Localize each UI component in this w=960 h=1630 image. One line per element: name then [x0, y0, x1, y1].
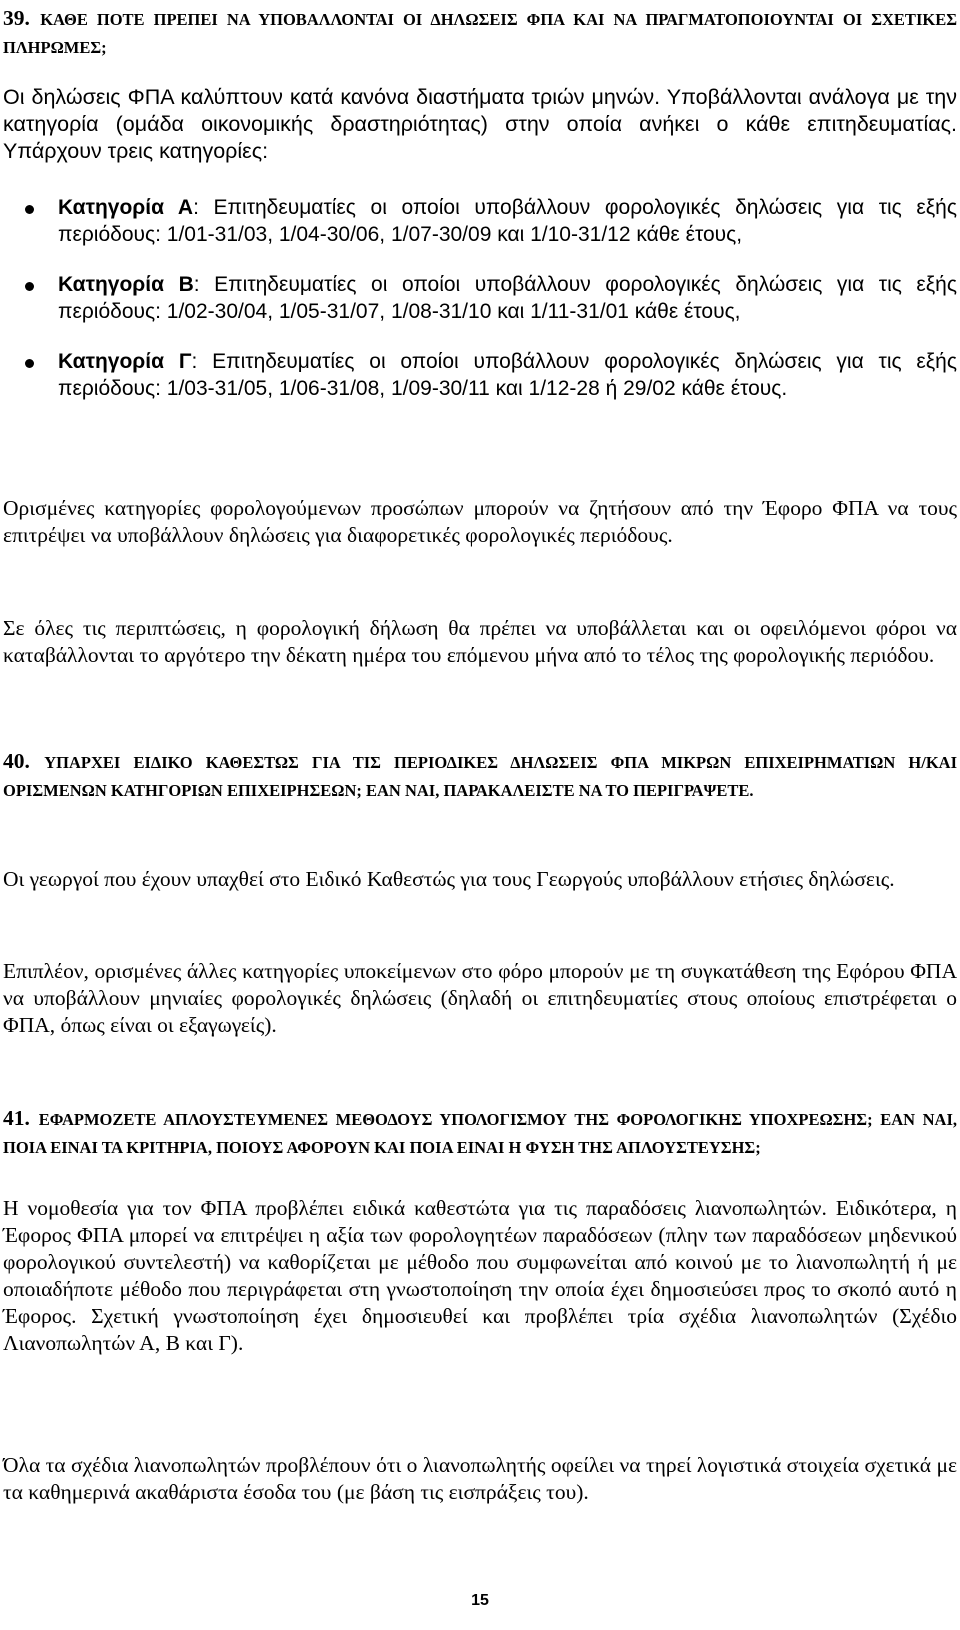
section-heading: [3, 747, 957, 805]
section-41: [3, 1104, 957, 1162]
section-title: ΥΠΑΡΧΕΙ ΕΙΔΙΚΟ ΚΑΘΕΣΤΩΣ ΓΙΑ ΤΙΣ ΠΕΡΙΟΔΙΚΕΣ ΔΗΛΩΣΕΙΣ ΦΠΑ ΜΙΚΡΩΝ ΕΠΙΧΕΙΡΗΜΑΤΙΩΝ Η/ΚΑΙ ΟΡΙΣΜΕΝΩΝ ΚΑΤΗΓΟΡΙΩΝ ΕΠΙΧΕΙΡΗΣΕΩΝ; ΕΑΝ ΝΑΙ, ΠΑΡΑΚΑΛΕΙΣΤΕ ΝΑ ΤΟ ΠΕΡΙΓΡΑΨΕΤΕ.: [3, 753, 958, 800]
paragraph-block: [3, 615, 957, 669]
list-item: [3, 348, 957, 402]
bullet-icon: [25, 359, 34, 368]
category-text: : Επιτηδευματίες οι οποίοι υποβάλλουν φορολογικές δηλώσεις για τις εξής περιόδους: 1/01-31/03, 1/04-30/06, 1/07-30/09 και 1/10-31/12 κάθε έτους,: [58, 196, 957, 246]
section-number: 39.: [3, 6, 41, 30]
list-item: [3, 194, 957, 248]
paragraph: Η νομοθεσία για τον ΦΠΑ προβλέπει ειδικά καθεστώτα για τις παραδόσεις λιανοπωλητών. Ειδικότερα, η Έφορος ΦΠΑ μπορεί να επιτρέψει η αξία των φορολογητέων παραδόσεων (πλην των παραδόσεων μηδενικού φορολογικού συντελεστή) να καθορίζεται με μέθοδο που συμφωνείται από κοινού με το λιανοπωλητή ή με οποιαδήποτε μέθοδο που περιγράφεται στη γνωστοποίηση την οποία έχει δημοσιεύσει προς το σκοπό αυτό η Έφορος. Σχετική γνωστοποίηση έχει δημοσιευθεί και προβλέπει τρία σχέδια λιανοπωλητών (Σχέδιο Λιανοπωλητών Α, Β και Γ).: [3, 1196, 957, 1355]
bullet-icon: [25, 282, 34, 291]
paragraph-block: [3, 1195, 957, 1357]
paragraph: Όλα τα σχέδια λιανοπωλητών προβλέπουν ότι ο λιανοπωλητής οφείλει να τηρεί λογιστικά στοιχεία σχετικά με τα καθημερινά ακαθάριστα έσοδα του (με βάση τις εισπράξεις του).: [3, 1453, 957, 1504]
paragraph-block: [3, 958, 957, 1039]
paragraph: Σε όλες τις περιπτώσεις, η φορολογική δήλωση θα πρέπει να υποβάλλεται και οι οφειλόμενοι φόροι να καταβάλλονται το αργότερο την δέκατη ημέρα του επόμενου μήνα από το τέλος της φορολογικής περιόδου.: [3, 616, 957, 667]
paragraph: Ορισμένες κατηγορίες φορολογούμενων προσώπων μπορούν να ζητήσουν από την Έφορο ΦΠΑ να τους επιτρέψει να υποβάλλουν δηλώσεις για διαφορετικές φορολογικές περιόδους.: [3, 496, 957, 547]
section-title: ΚΑΘΕ ΠΟΤΕ ΠΡΕΠΕΙ ΝΑ ΥΠΟΒΑΛΛΟΝΤΑΙ ΟΙ ΔΗΛΩΣΕΙΣ ΦΠΑ ΚΑΙ ΝΑ ΠΡΑΓΜΑΤΟΠΟΙΟΥΝΤΑΙ ΟΙ ΣΧΕΤΙΚΕΣ ΠΛΗΡΩΜΕΣ;: [3, 10, 957, 57]
category-text: : Επιτηδευματίες οι οποίοι υποβάλλουν φορολογικές δηλώσεις για τις εξής περιόδους: 1/02-30/04, 1/05-31/07, 1/08-31/10 και 1/11-31/01 κάθε έτους,: [58, 273, 957, 323]
section-heading: [3, 4, 957, 62]
category-text: : Επιτηδευματίες οι οποίοι υποβάλλουν φορολογικές δηλώσεις για τις εξής περιόδους: 1/03-31/05, 1/06-31/08, 1/09-30/11 και 1/12-28 ή 29/02 κάθε έτους.: [58, 350, 957, 400]
category-label: Κατηγορία Β: [58, 273, 194, 296]
section-number: 41.: [3, 1106, 39, 1130]
paragraph-block: [3, 495, 957, 549]
list-item: [3, 271, 957, 325]
section-heading: [3, 1104, 957, 1162]
paragraph-block: [3, 1452, 957, 1506]
category-label: Κατηγορία Α: [58, 196, 194, 219]
section-39-intro: [3, 84, 957, 165]
category-label: Κατηγορία Γ: [58, 350, 192, 373]
paragraph-block: [3, 866, 957, 893]
category-list: [3, 194, 957, 402]
paragraph: Οι δηλώσεις ΦΠΑ καλύπτουν κατά κανόνα διαστήματα τριών μηνών. Υποβάλλονται ανάλογα με την κατηγορία (ομάδα οικονομικής δραστηριότητας) στην οποία ανήκει ο κάθε επιτηδευματίας. Υπάρχουν τρεις κατηγορίες:: [3, 85, 957, 163]
page-number: 15: [471, 1592, 489, 1609]
section-title: ΕΦΑΡΜΟΖΕΤΕ ΑΠΛΟΥΣΤΕΥΜΕΝΕΣ ΜΕΘΟΔΟΥΣ ΥΠΟΛΟΓΙΣΜΟΥ ΤΗΣ ΦΟΡΟΛΟΓΙΚΗΣ ΥΠΟΧΡΕΩΣΗΣ; ΕΑΝ ΝΑΙ, ΠΟΙΑ ΕΙΝΑΙ ΤΑ ΚΡΙΤΗΡΙΑ, ΠΟΙΟΥΣ ΑΦΟΡΟΥΝ ΚΑΙ ΠΟΙΑ ΕΙΝΑΙ Η ΦΥΣΗ ΤΗΣ ΑΠΛΟΥΣΤΕΥΣΗΣ;: [3, 1110, 958, 1157]
section-40: [3, 747, 957, 805]
section-number: 40.: [3, 749, 45, 773]
paragraph: Επιπλέον, ορισμένες άλλες κατηγορίες υποκείμενων στο φόρο μπορούν με τη συγκατάθεση της Εφόρου ΦΠΑ να υποβάλλουν μηνιαίες φορολογικές δηλώσεις (δηλαδή οι επιτηδευματίες στους οποίους επιστρέφεται ο ΦΠΑ, όπως είναι οι εξαγωγείς).: [3, 959, 957, 1037]
section-39: [3, 4, 957, 62]
bullet-icon: [25, 205, 34, 214]
paragraph: Οι γεωργοί που έχουν υπαχθεί στο Ειδικό Καθεστώς για τους Γεωργούς υποβάλλουν ετήσιες δηλώσεις.: [3, 867, 895, 891]
